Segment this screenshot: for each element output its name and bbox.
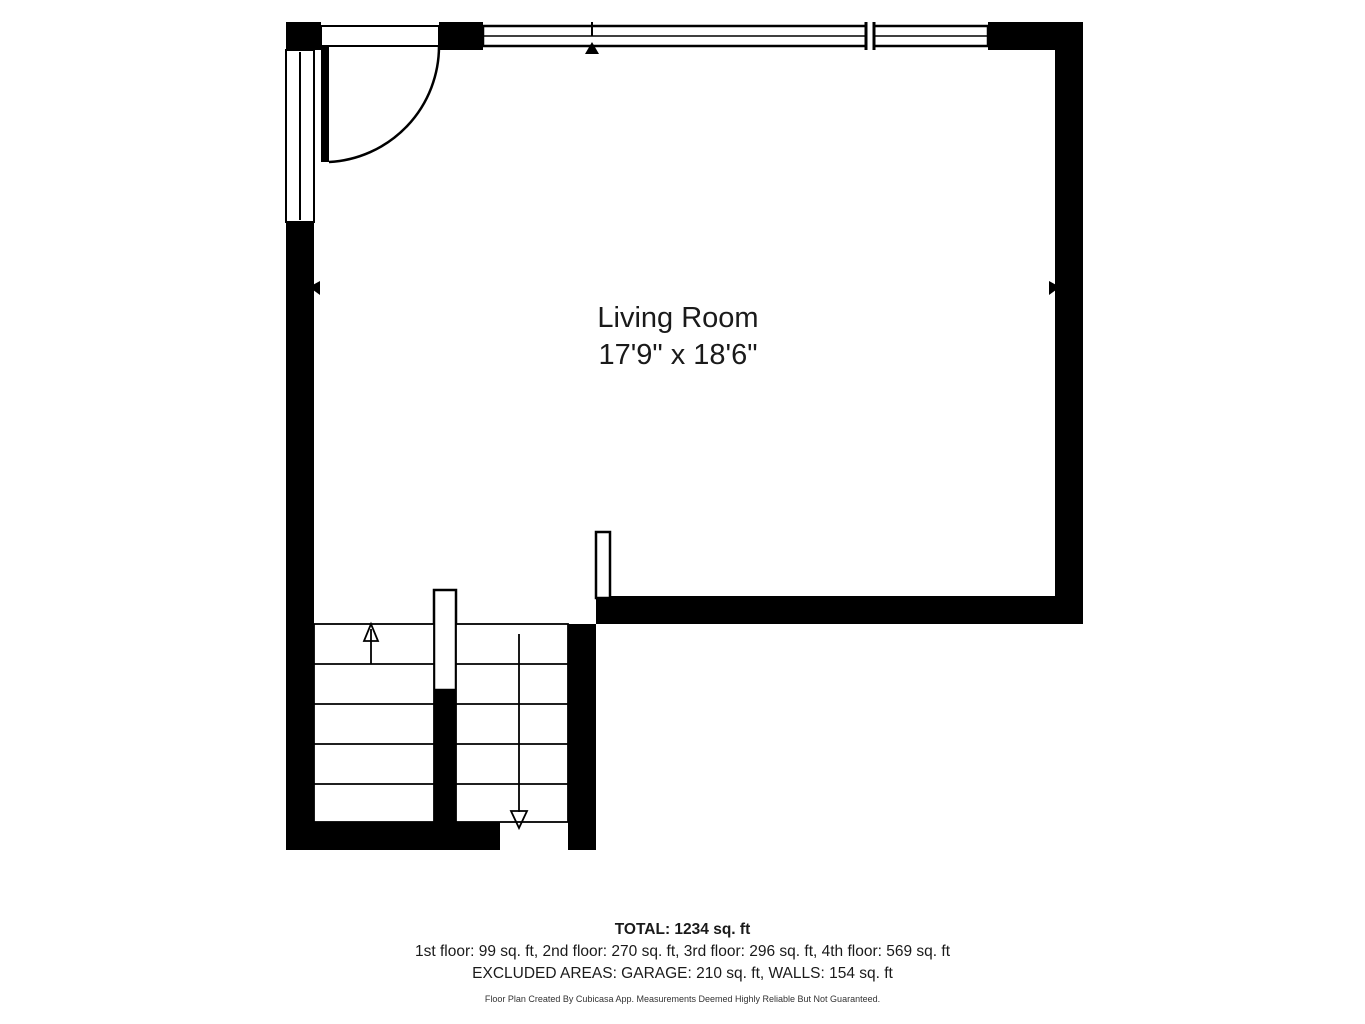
window-top-right <box>874 26 988 46</box>
door-swing-icon <box>321 26 439 162</box>
window-top-left <box>483 26 866 46</box>
window-left-upper <box>286 50 314 222</box>
footer-total-area: TOTAL: 1234 sq. ft <box>614 921 751 938</box>
room-dimensions: 17'9" x 18'6" <box>598 339 758 372</box>
room-name: Living Room <box>597 302 759 334</box>
footer-floor-breakdown: 1st floor: 99 sq. ft, 2nd floor: 270 sq. ft, 3rd floor: 296 sq. ft, 4th floor: 569 sq. ft <box>414 943 951 961</box>
room-label-living-room <box>478 300 878 374</box>
footer-summary <box>0 918 1365 1004</box>
partition-stub-stairs <box>434 590 456 690</box>
stairs-right-flight <box>456 624 568 828</box>
footer-disclaimer: Floor Plan Created By Cubicasa App. Measurements Deemed Highly Reliable But Not Guaranteed. <box>484 994 881 1005</box>
footer-excluded-areas: EXCLUDED AREAS: GARAGE: 210 sq. ft, WALLS: 154 sq. ft <box>472 965 893 983</box>
partition-stub-upper <box>596 532 610 598</box>
stairs-left-flight <box>314 624 434 822</box>
